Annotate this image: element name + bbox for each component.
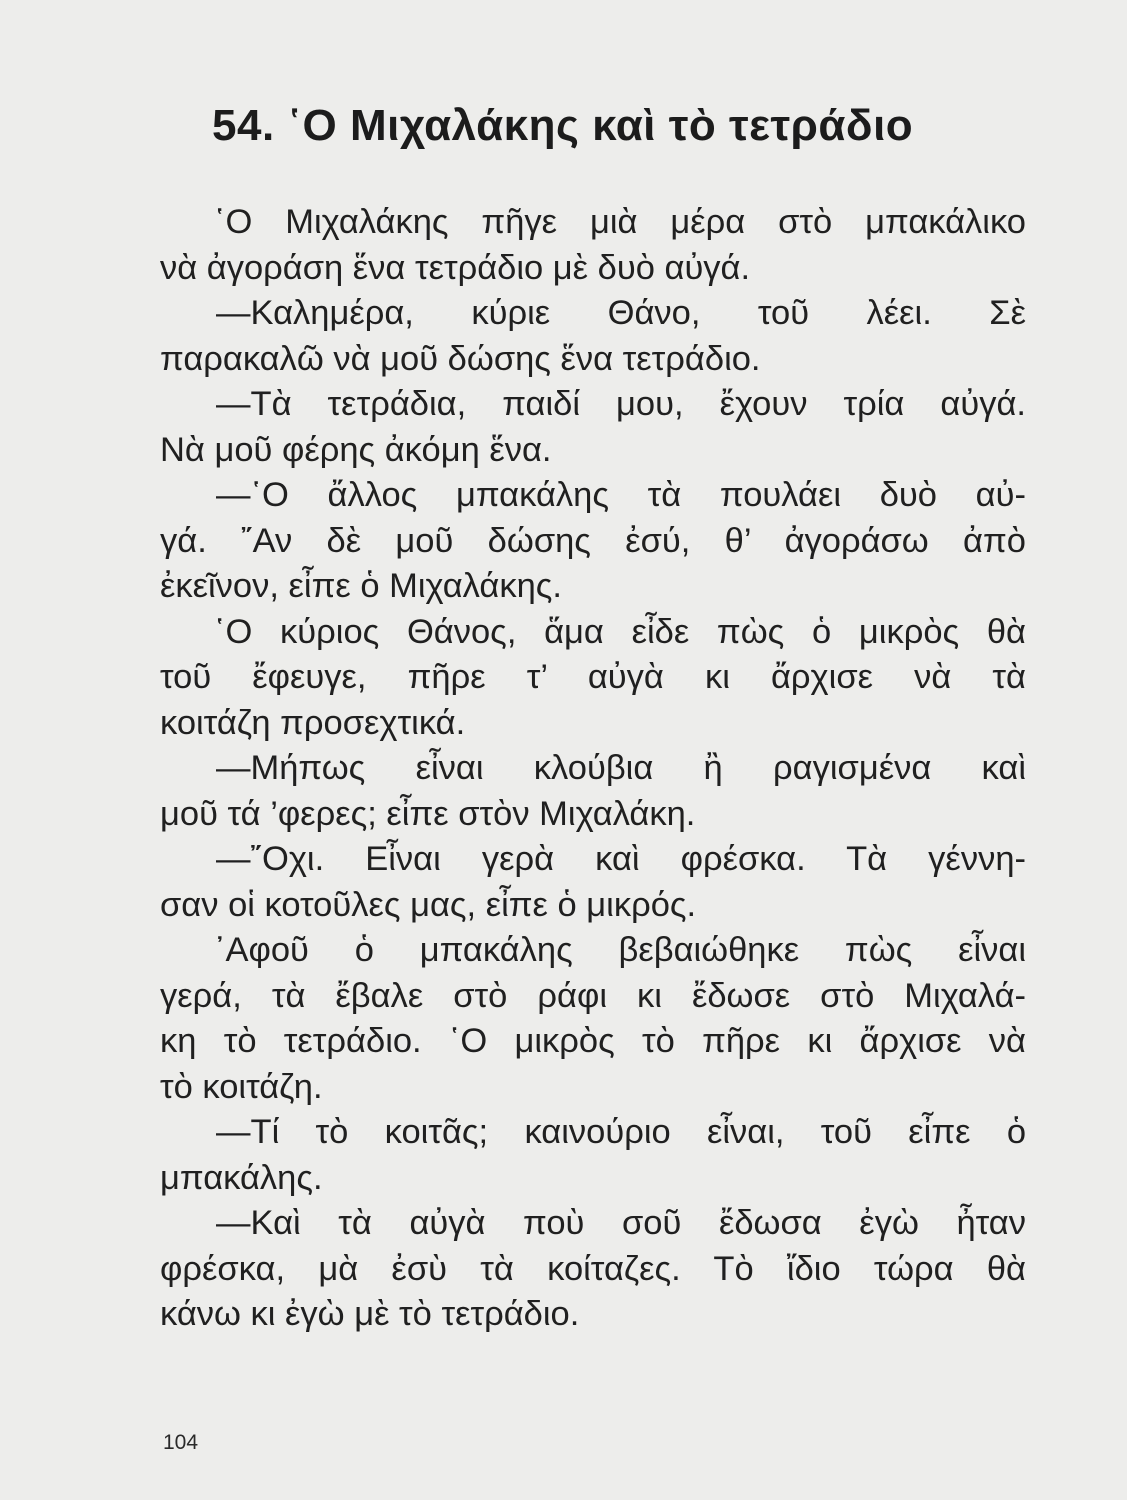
text-line: σαν οἱ κοτοῦλες μας, εἶπε ὁ μικρός. [160,885,697,924]
chapter-title: 54. ῾Ο Μιχαλάκης καὶ τὸ τετράδιο [212,101,914,150]
text-line: κάνω κι ἐγὼ μὲ τὸ τετράδιο. [160,1295,580,1333]
text-line: μπακάλης. [160,1158,323,1197]
text-line: κοιτάζη προσεχτικά. [160,703,466,742]
text-line: κη τὸ τετράδιο. ῾Ο μικρὸς τὸ πῆρε κι ἄρχισε νὰ [160,1022,1026,1060]
text-line: —Καλημέρα, κύριε Θάνο, τοῦ λέει. Σὲ [216,294,1026,332]
text-line: —Μήπως εἶναι κλούβια ἢ ραγισμένα καὶ [216,749,1026,787]
text-line: παρακαλῶ νὰ μοῦ δώσης ἕνα τετράδιο. [160,339,761,378]
text-line: ῾Ο κύριος Θάνος, ἅμα εἶδε πὼς ὁ μικρὸς θὰ [214,612,1026,651]
text-line: —Καὶ τὰ αὐγὰ ποὺ σοῦ ἔδωσα ἐγὼ ἦταν [216,1204,1026,1242]
text-line: μοῦ τά ’φερες; εἶπε στὸν Μιχαλάκη. [160,794,696,833]
text-line: —῎Οχι. Εἶναι γερὰ καὶ φρέσκα. Τὰ γέννη- [216,840,1026,878]
text-line: Νὰ μοῦ φέρης ἀκόμη ἕνα. [160,430,552,469]
text-line: ἐκεῖνον, εἶπε ὁ Μιχαλάκης. [160,567,562,605]
text-line: ᾿Αφοῦ ὁ μπακάλης βεβαιώθηκε πὼς εἶναι [214,931,1026,969]
text-line: γά. ῎Αν δὲ μοῦ δώσης ἐσύ, θ’ ἀγοράσω ἀπὸ [160,521,1026,560]
page-number: 104 [163,1431,199,1454]
text-line: νὰ ἀγοράση ἕνα τετράδιο μὲ δυὸ αὐγά. [160,248,751,287]
text-line: —Τί τὸ κοιτᾶς; καινούριο εἶναι, τοῦ εἶπε ὁ [216,1113,1026,1151]
text-line: τοῦ ἔφευγε, πῆρε τ’ αὐγὰ κι ἄρχισε νὰ τὰ [160,658,1026,696]
text-line: —῾Ο ἄλλος μπακάλης τὰ πουλάει δυὸ αὐ- [216,476,1026,514]
text-line: ῾Ο Μιχαλάκης πῆγε μιὰ μέρα στὸ μπακάλικο [214,203,1026,241]
story-text [160,200,1026,1338]
text-line: φρέσκα, μὰ ἐσὺ τὰ κοίταζες. Τὸ ἴδιο τώρα θὰ [160,1249,1026,1288]
text-line: —Τὰ τετράδια, παιδί μου, ἔχουν τρία αὐγά. [216,385,1026,423]
text-line: γερά, τὰ ἔβαλε στὸ ράφι κι ἔδωσε στὸ Μιχαλά- [160,976,1026,1015]
text-line: τὸ κοιτάζη. [160,1067,323,1106]
